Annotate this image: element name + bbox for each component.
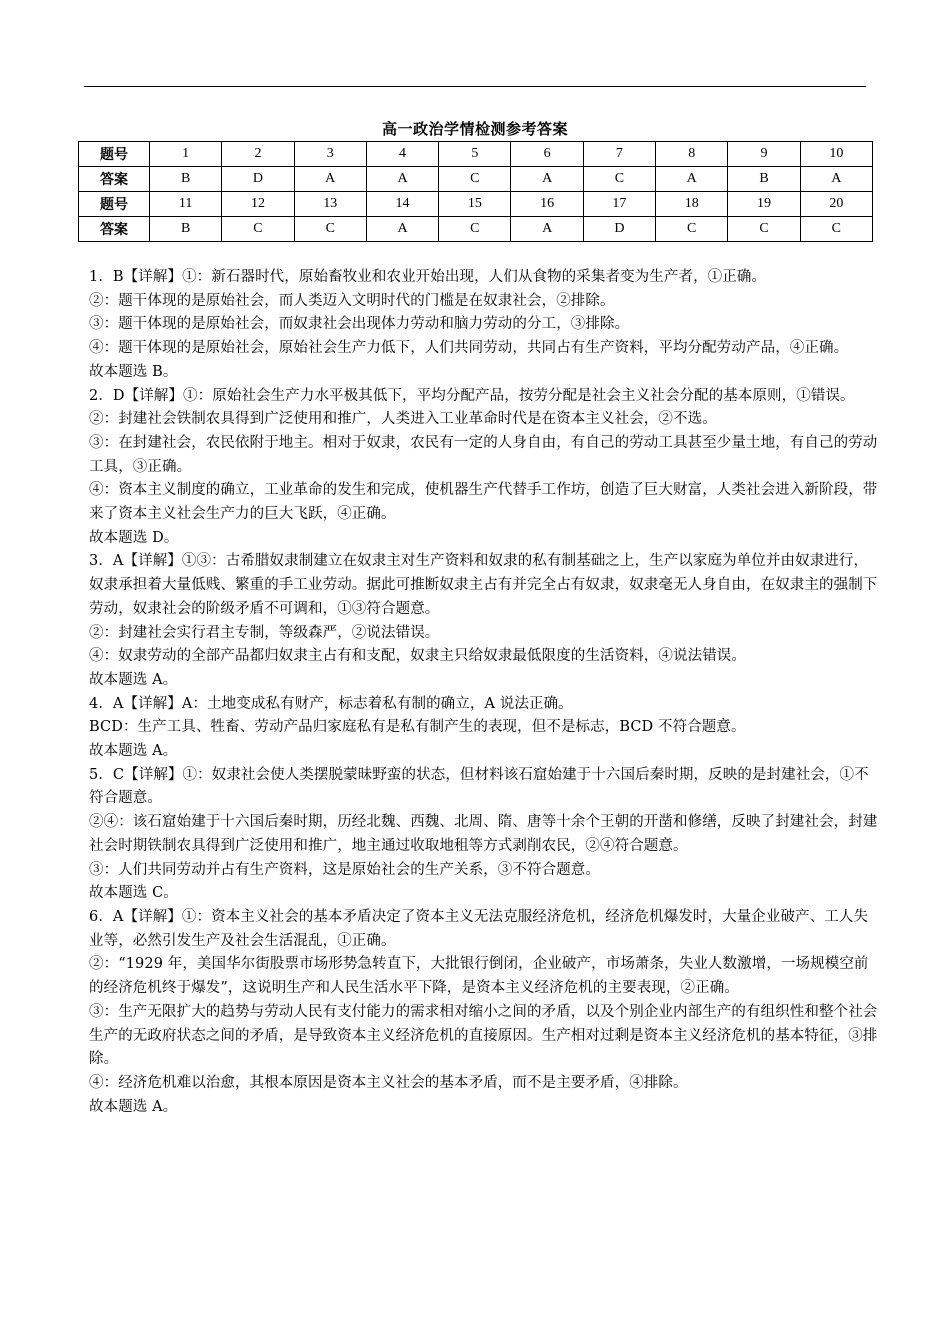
table-cell: C — [800, 217, 872, 242]
explanation-paragraph: ④：题干体现的是原始社会，原始社会生产力低下，人们共同劳动，共同占有生产资料，平均分配劳动产品，④正确。 — [89, 340, 849, 357]
table-cell: D — [222, 167, 294, 192]
table-row — [79, 217, 873, 242]
table-cell: A — [294, 167, 366, 192]
table-cell: D — [583, 217, 655, 242]
explanation-paragraph: 故本题选 C。 — [89, 885, 178, 902]
table-cell: 11 — [150, 192, 222, 217]
table-cell: 2 — [222, 142, 294, 167]
header-rule — [84, 86, 866, 87]
explanation-paragraph: 故本题选 B。 — [89, 363, 178, 380]
row-header: 题号 — [79, 142, 150, 167]
table-cell: A — [511, 217, 583, 242]
explanation-paragraph: 2．D【详解】①：原始社会生产力水平极其低下，平均分配产品，按劳分配是社会主义社会分配的基本原则，①错误。 — [89, 387, 855, 404]
explanation-paragraph: 4．A【详解】A：土地变成私有财产，标志着私有制的确立，A 说法正确。 — [89, 695, 573, 712]
table-cell: B — [728, 167, 800, 192]
explanation-paragraph: ③：题干体现的是原始社会，而奴隶社会出现体力劳动和脑力劳动的分工，③排除。 — [89, 316, 630, 333]
explanation-paragraph: ③：生产无限扩大的趋势与劳动人民有支付能力的需求相对缩小之间的矛盾，以及个别企业内部生产的有组织性和整个社会生产的无政府状态之间的矛盾，是导致资本主义经济危机的直接原因。生产相对过剩是资本主义经济危机的基本特征，③排除。 — [89, 1003, 878, 1068]
table-cell: 18 — [656, 192, 728, 217]
table-cell: 3 — [294, 142, 366, 167]
explanation-paragraph: ②：“1929 年，美国华尔街股票市场形势急转直下，大批银行倒闭，企业破产，市场萧条，失业人数激增，一场规模空前的经济危机终于爆发”，这说明生产和人民生活水平下降，是资本主义经济危机的主要表现，②正确。 — [89, 956, 869, 997]
table-cell: C — [583, 167, 655, 192]
table-cell: 15 — [439, 192, 511, 217]
row-header: 答案 — [79, 167, 150, 192]
explanation-paragraph: 故本题选 A。 — [89, 671, 178, 688]
table-cell: C — [222, 217, 294, 242]
table-cell: A — [800, 167, 872, 192]
table-cell: 5 — [439, 142, 511, 167]
table-cell: 20 — [800, 192, 872, 217]
explanation-paragraph: 6．A【详解】①：资本主义社会的基本矛盾决定了资本主义无法克服经济危机，经济危机爆发时，大量企业破产、工人失业等，必然引发生产及社会生活混乱，①正确。 — [89, 908, 869, 949]
row-header: 答案 — [79, 217, 150, 242]
explanation-paragraph: ②：题干体现的是原始社会，而人类迈入文明时代的门槛是在奴隶社会，②排除。 — [89, 292, 615, 309]
table-cell: 17 — [583, 192, 655, 217]
table-cell: 6 — [511, 142, 583, 167]
page-title: 高一政治学情检测参考答案 — [381, 120, 568, 138]
explanation-paragraph: 故本题选 A。 — [89, 1098, 178, 1115]
explanation-paragraph: ②：封建社会铁制农具得到广泛使用和推广，人类进入工业革命时代是在资本主义社会，②不选。 — [89, 411, 717, 428]
table-cell: 8 — [656, 142, 728, 167]
table-cell: 19 — [728, 192, 800, 217]
table-cell: C — [656, 217, 728, 242]
table-cell: A — [511, 167, 583, 192]
explanation-paragraph: ④：奴隶劳动的全部产品都归奴隶主占有和支配，奴隶主只给奴隶最低限度的生活资料，④说法错误。 — [89, 648, 746, 665]
explanation-paragraph: 故本题选 D。 — [89, 529, 179, 546]
table-cell: 12 — [222, 192, 294, 217]
explanation-paragraph: ③：在封建社会，农民依附于地主。相对于奴隶，农民有一定的人身自由，有自己的劳动工具甚至少量土地，有自己的劳动工具，③正确。 — [89, 434, 878, 475]
explanation-paragraph: ④：资本主义制度的确立，工业革命的发生和完成，使机器生产代替手工作坊，创造了巨大财富，人类社会进入新阶段，带来了资本主义社会生产力的巨大飞跃，④正确。 — [89, 482, 878, 523]
table-cell: 13 — [294, 192, 366, 217]
explanation-paragraph: 3．A【详解】①③：古希腊奴隶制建立在奴隶主对生产资料和奴隶的私有制基础之上，生产以家庭为单位并由奴隶进行，奴隶承担着大量低贱、繁重的手工业劳动。据此可推断奴隶主占有并完全占有奴隶，奴隶毫无人身自由，在奴隶主的强制下劳动，奴隶社会的阶级矛盾不可调和，①③符合题意。 — [89, 553, 878, 617]
table-cell: B — [150, 167, 222, 192]
table-cell: C — [439, 167, 511, 192]
table-cell: 9 — [728, 142, 800, 167]
table-cell: A — [656, 167, 728, 192]
table-cell: 14 — [366, 192, 438, 217]
explanation-paragraph: ③：人们共同劳动并占有生产资料，这是原始社会的生产关系，③不符合题意。 — [89, 861, 600, 878]
table-cell: A — [366, 167, 438, 192]
table-cell: C — [294, 217, 366, 242]
explanation-paragraph: 5．C【详解】①：奴隶社会使人类摆脱蒙昧野蛮的状态，但材料该石窟始建于十六国后秦时期，反映的是封建社会，①不符合题意。 — [89, 766, 869, 807]
table-cell: 10 — [800, 142, 872, 167]
answer-table — [78, 141, 873, 242]
table-row — [79, 167, 873, 192]
table-cell: 4 — [366, 142, 438, 167]
explanation-paragraph: 故本题选 A。 — [89, 743, 178, 760]
table-cell: A — [366, 217, 438, 242]
explanation-paragraph: 1．B【详解】①：新石器时代，原始畜牧业和农业开始出现，人们从食物的采集者变为生产者，①正确。 — [89, 269, 767, 285]
explanations — [89, 266, 879, 1119]
table-cell: B — [150, 217, 222, 242]
table-row — [79, 192, 873, 217]
table-cell: C — [439, 217, 511, 242]
table-row — [79, 142, 873, 167]
explanation-paragraph: ④：经济危机难以治愈，其根本原因是资本主义社会的基本矛盾，而不是主要矛盾，④排除。 — [89, 1074, 688, 1091]
table-cell: C — [728, 217, 800, 242]
explanation-paragraph: BCD：生产工具、牲畜、劳动产品归家庭私有是私有制产生的表现，但不是标志，BCD 不符合题意。 — [89, 719, 746, 736]
row-header: 题号 — [79, 192, 150, 217]
explanation-paragraph: ②：封建社会实行君主专制，等级森严，②说法错误。 — [89, 624, 440, 641]
explanation-paragraph: ②④：该石窟始建于十六国后秦时期，历经北魏、西魏、北周、隋、唐等十余个王朝的开凿和修缮，反映了封建社会，封建社会时期铁制农具得到广泛使用和推广，地主通过收取地租等方式剥削农民，②④符合题意。 — [89, 814, 878, 854]
table-cell: 16 — [511, 192, 583, 217]
table-cell: 7 — [583, 142, 655, 167]
table-cell: 1 — [150, 142, 222, 167]
